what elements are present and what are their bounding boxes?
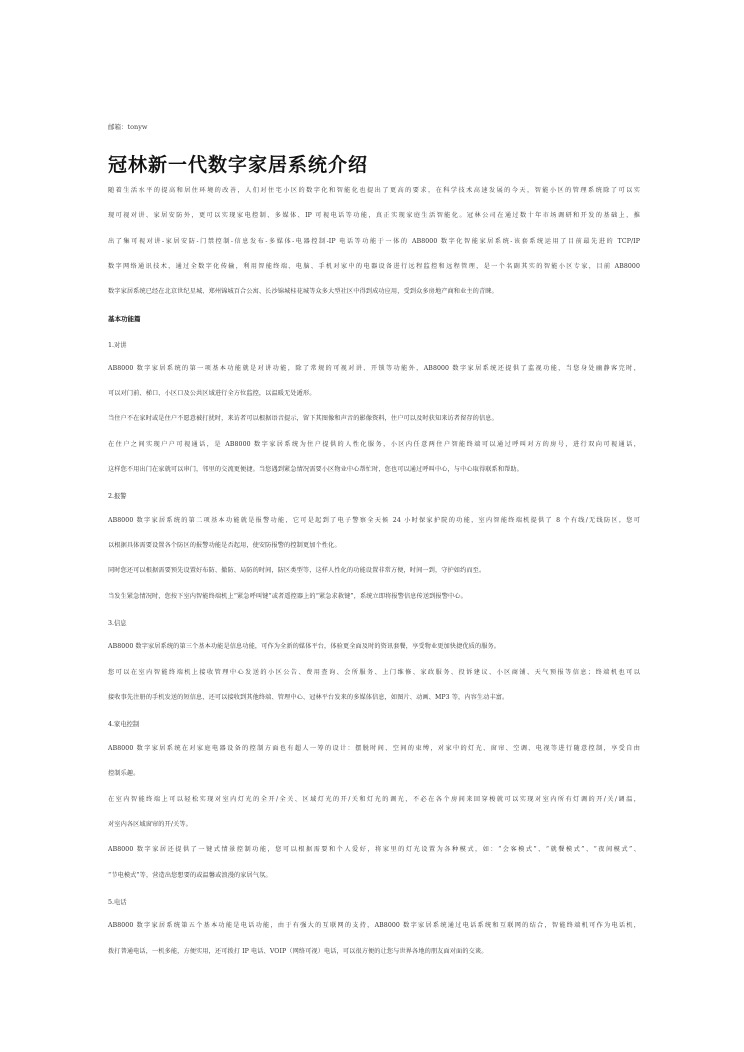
paragraph-line: AB8000 数字家居还提供了一键式情景控制功能，您可以根据需要和个人爱好，将家里的灯光设置为各种模式，如：“会客模式”、“就餐模式”、“夜间模式”、 (108, 846, 640, 853)
paragraph-line: AB8000 数字家居系统的第二项基本功能就是报警功能，它可是起到了电子警察全天候 24 小时保家护院的功能，室内智能终端机提供了 8 个有线/无线防区，您可 (108, 517, 640, 524)
paragraph-line: 当住户不在家时或是住户不愿意被打扰时，来访者可以根据语音提示，留下其图像和声音的影像资料，住户可以及时获知来访者留存的信息。 (108, 415, 498, 422)
paragraph-line: “节电模式”等，营造出您想要的或温馨或浪漫的家居气氛。 (108, 872, 272, 879)
intro-line: 随着生活水平的提高和居住环境的改善，人们对住宅小区的数字化和智能化也提出了更高的要求，在科学技术高速发展的今天，智能小区的管理系统除了可以实 (108, 187, 640, 194)
paragraph-line: 可以对门前、梯口、小区口及公共区域进行全方位监控，以温暖无处遁形。 (108, 390, 316, 397)
paragraph-line: 这样您不用出门在家就可以串门，邻里的交流更便捷。当您遇到紧急情况需要小区物业中心帮忙时，您也可以通过呼叫中心，与中心取得联系和帮助。 (108, 466, 523, 473)
paragraph-line: 对室内各区域窗帘的开/关等。 (108, 821, 192, 828)
section-heading: 5.电话 (108, 899, 127, 906)
paragraph-line: AB8000 数字家居系统在对家庭电器设备的控制方面也有超人一筹的设计：摆脱时间、空间的束缚，对家中的灯光、窗帘、空调、电视等进行随意控制，享受自由 (108, 745, 640, 752)
section-title: 基本功能篇 (108, 315, 141, 323)
paragraph-line: 控制乐趣。 (108, 770, 140, 777)
paragraph-line: 您可以在室内智能终端机上接收管理中心发送的小区公告、费用查询、会所服务、上门维修、家政服务、投诉建议、小区商铺、天气预报等信息；终端机也可以 (108, 669, 640, 676)
page-title: 冠林新一代数字家居系统介绍 (108, 154, 369, 176)
intro-line: 现可视对讲、家居安防外，更可以实现家电控制、多媒体、IP 可视电话等功能，真正实现家庭生活智能化。冠林公司在通过数十年市场调研和开发的基础上，推 (108, 212, 640, 219)
paragraph-line: 拨打普通电话，一机多能，方便实用，还可拨打 IP 电话、VOIP（网络可视）电话，可以很方便的让您与世界各地的朋友面对面的交谈。 (108, 948, 488, 955)
paragraph-line: 当发生紧急情况时，您按下室内智能终端机上“紧急呼叫键”或者遥控器上的“紧急求救键”，系统立即将报警信息传送到报警中心。 (108, 593, 467, 600)
email-label: 邮箱：tonyw (108, 123, 148, 131)
paragraph-line: AB8000 数字家居系统的第三个基本功能是信息功能，可作为全新的媒体平台，体验更全面及时的资讯套餐，享受物业更加快捷优质的服务。 (108, 643, 501, 650)
paragraph-line: 在室内智能终端上可以轻松实现对室内灯光的全开/全关、区域灯光的开/关和灯光的调光，不必在各个房间来回穿梭就可以实现对室内所有灯调的开/关/调温， (108, 796, 640, 803)
section-heading: 4.家电控制 (108, 721, 140, 728)
paragraph-line: AB8000 数字家居系统第五个基本功能是电话功能，由于有强大的互联网的支持，AB8000 数字家居系统通过电话系统和互联网的结合，智能终端机可作为电话机， (108, 922, 640, 929)
intro-line: 出了集可视对讲-家居安防-门禁控制-信息发布-多媒体-电器控制-IP 电话等功能于一体的 AB8000 数字化智能家居系统-该套系统运用了目前最先进的 TCP/IP (108, 238, 640, 245)
section-heading: 3.信息 (108, 620, 127, 627)
paragraph-line: 同时您还可以根据需要预先设置好布防、撤防、局防的时间，防区类型等，这样人性化的功能设置非常方便，时间一到，守护如约而至。 (108, 567, 486, 574)
section-heading: 2.报警 (108, 493, 127, 500)
intro-line: 数字网络通讯技术，通过全数字化传输，利用智能终端、电脑、手机对家中的电器设备进行远程监控和远程管理，是一个名副其实的智能小区专家，目前 AB8000 (108, 263, 640, 270)
section-heading: 1.对讲 (108, 342, 127, 349)
paragraph-line: 接收事先注册的手机发送的短信息，还可以接收到其他终端、管理中心、冠林平台发来的多媒体信息，如图片、动画、MP3 等，内容生动丰富。 (108, 694, 509, 701)
paragraph-line: AB8000 数字家居系统的第一项基本功能就是对讲功能，除了常规的可视对讲、开锁等功能外，AB8000 数字家居系统还提供了监视功能，当您身处幽静客完时， (108, 365, 640, 372)
paragraph-line: 在住户之间实现户户可视通话，是 AB8000 数字家居系统为住户提供的人性化服务，小区内任意两住户智能终端可以通过呼叫对方的房号，进行双向可视通话， (108, 441, 640, 448)
paragraph-line: 以根据具体需要设置各个防区的报警功能是否起用，使安防报警的控制更加个性化。 (108, 542, 341, 549)
intro-line: 数字家居系统已经在北京世纪星城、郑州锦城百合公寓、长沙锦城桂花城等众多大型社区中得到成功应用，受到众多房地产商和业主的青睐。 (108, 288, 498, 295)
